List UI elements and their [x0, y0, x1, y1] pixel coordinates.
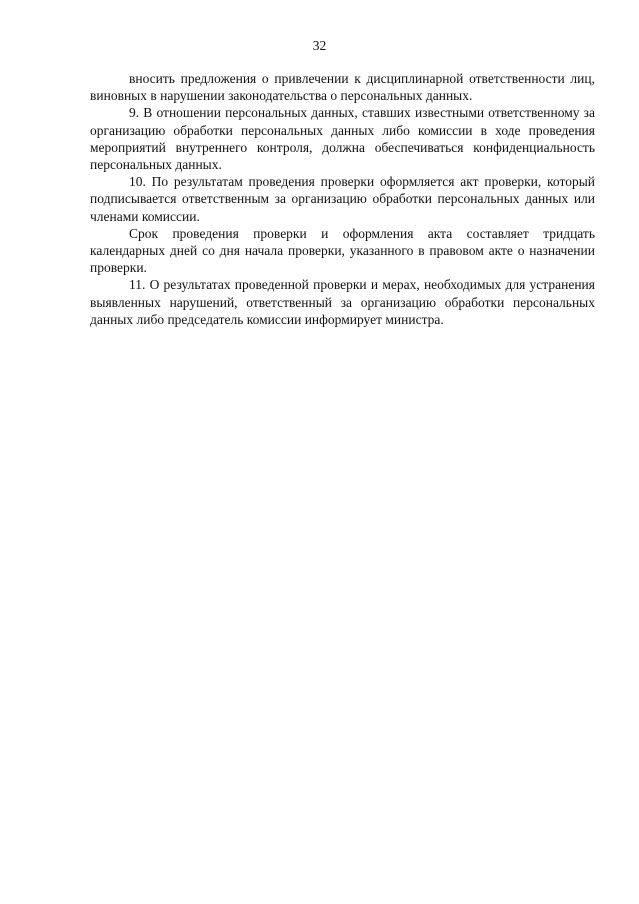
- page-number: 32: [312, 38, 327, 53]
- paragraph-deadline: Срок проведения проверки и оформления акта составляет тридцать календарных дней со дня начала проверки, указанного в правовом акте о назначении проверки.: [90, 225, 595, 276]
- paragraph-item-11: 11. О результатах проведенной проверки и мерах, необходимых для устранения выявленных нарушений, ответственный за организацию обработки персональных данных либо председатель комиссии информирует министра.: [90, 277, 595, 327]
- paragraph-continuation: вносить предложения о привлечении к дисциплинарной ответственности лиц, виновных в нарушении законодательства о персональных данных.: [90, 71, 595, 104]
- document-body: [90, 70, 595, 328]
- paragraph-item-10: 10. По результатам проведения проверки оформляется акт проверки, который подписывается ответственным за организацию обработки персональных данных или членами комиссии.: [90, 174, 595, 224]
- paragraph-item-9: 9. В отношении персональных данных, ставших известными ответственному за организацию обработки персональных данных либо комиссии в ходе проведения мероприятий внутреннего контроля, должна обеспечиваться конфиденциальность персональных данных.: [90, 105, 595, 173]
